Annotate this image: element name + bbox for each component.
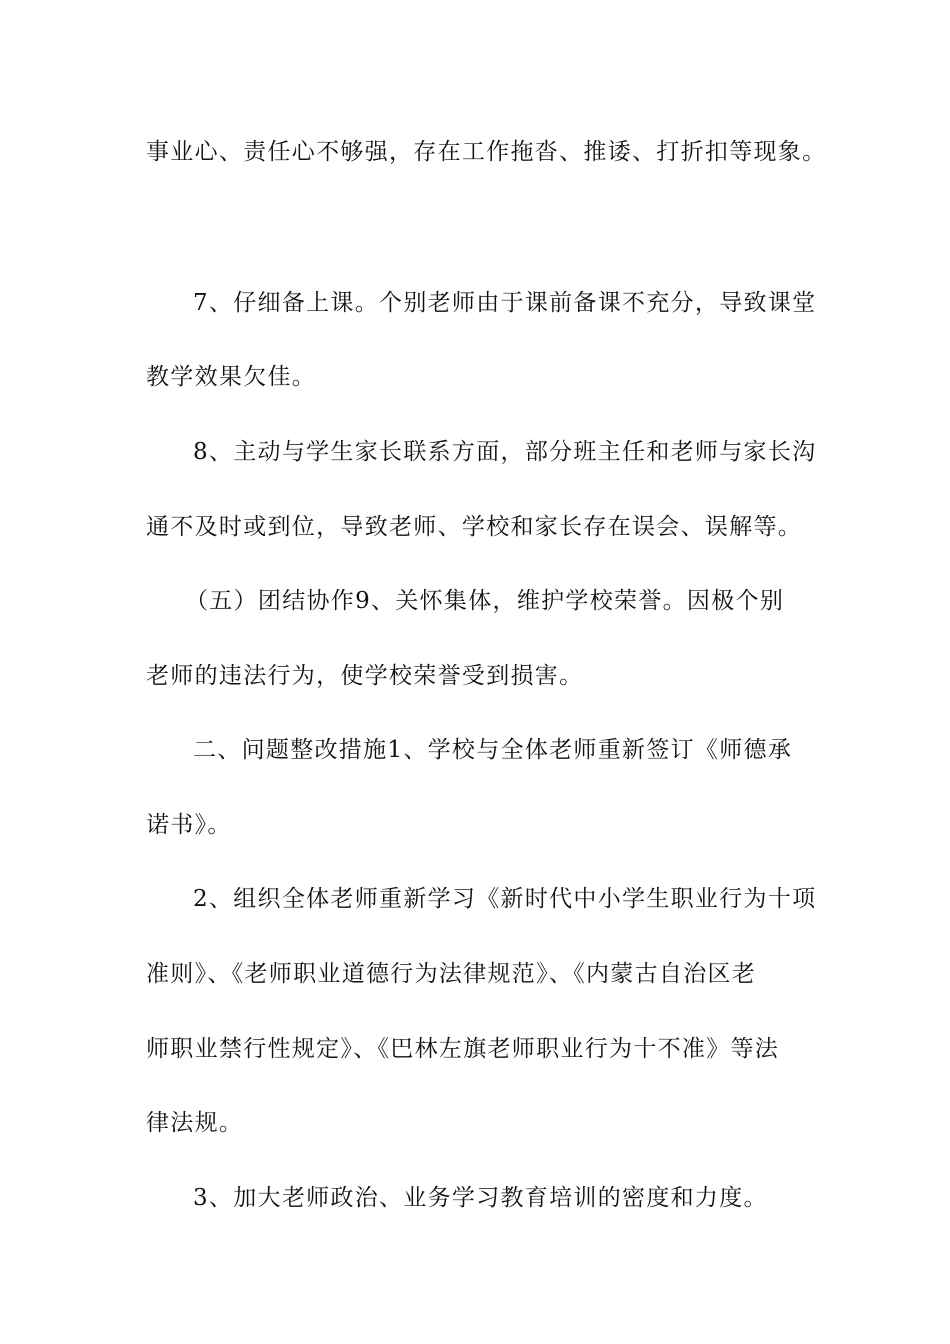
text-line-11: 准则》、《老师职业道德行为法律规范》、《内蒙古自治区老 [146,961,757,987]
text-line-5: 通不及时或到位，导致老师、学校和家长存在误会、误解等。 [146,514,803,540]
text-line-14: 3、加大老师政治、业务学习教育培训的密度和力度。 [193,1185,768,1211]
text-line-8: 二、问题整改措施1、学校与全体老师重新签订《师德承 [193,737,793,763]
text-line-1: 事业心、责任心不够强，存在工作拖沓、推诿、打折扣等现象。 [146,139,827,165]
text-line-4: 8、主动与学生家长联系方面，部分班主任和老师与家长沟 [193,439,817,465]
text-line-12: 师职业禁行性规定》、《巴林左旗老师职业行为十不准》等法 [146,1036,780,1062]
text-line-2: 7、仔细备上课。个别老师由于课前备课不充分，导致课堂 [193,290,817,316]
text-line-13: 律法规。 [146,1110,244,1136]
text-line-9: 诺书》。 [146,812,232,838]
text-line-3: 教学效果欠佳。 [146,364,317,390]
text-line-10: 2、组织全体老师重新学习《新时代中小学生职业行为十项 [193,886,817,912]
text-line-7: 老师的违法行为，使学校荣誉受到损害。 [146,663,584,689]
text-line-6: （五）团结协作9、关怀集体，维护学校荣誉。因极个别 [185,588,785,614]
